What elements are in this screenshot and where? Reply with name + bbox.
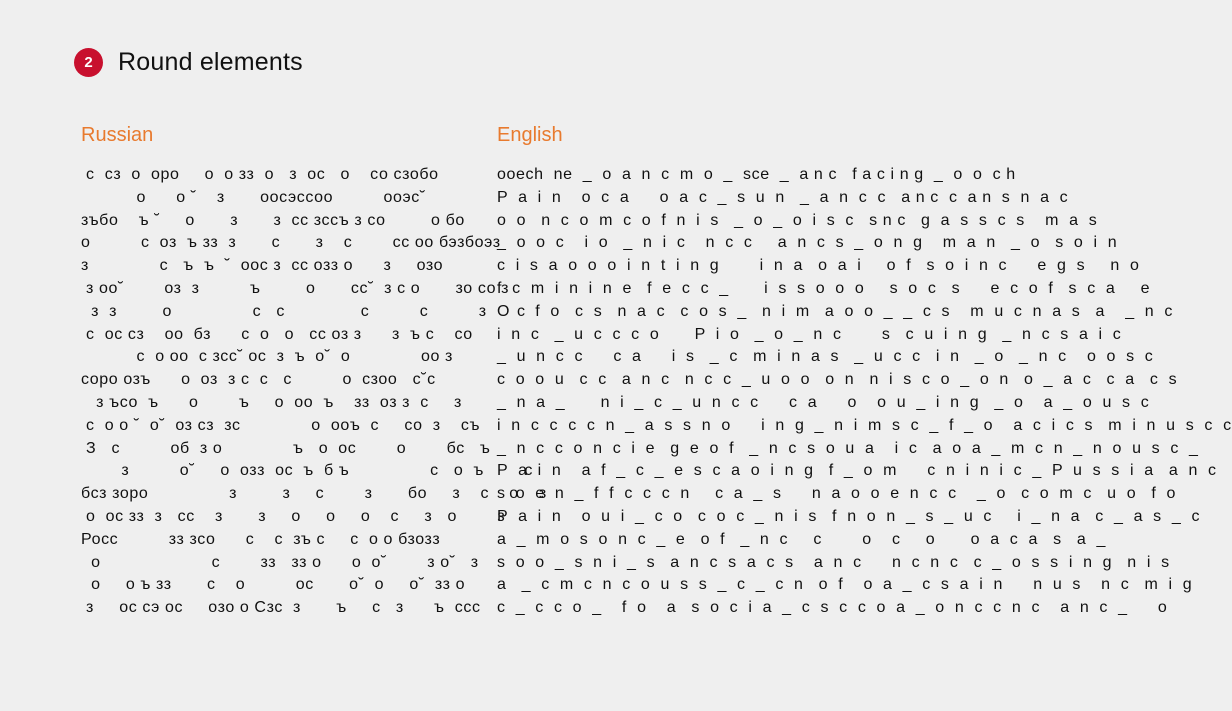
text-line: с сз о оро о о зз о з ос о со сзобо [81, 166, 439, 183]
text-line: з ос сэ ос озо о Сзс з ъ с з ъ ссс [81, 599, 481, 617]
section-header [74, 48, 303, 77]
text-line: c _ c c o _ f o a s o c i a _ c s c c o a _ o n c c n c a n c _ o [497, 599, 1168, 617]
text-line: O f o c s n a c c o s _ n i m a o o _ _ c s m u c n a s a _ n c [497, 302, 1173, 320]
text-line: f c m i n i n e f e c c _ i s s o o o s o c s e c o f s c a e [497, 279, 1151, 297]
text-line: о с оз ъ зз з с з с сс оо бэзбоэз [81, 234, 501, 252]
text-line: з оо˘ оз з ъ о сс˘ з с о зо со з [81, 279, 510, 297]
text-line: _ n a _ n i _ c _ u n c c c a o o u _ i n g _ o a _ o u s c [497, 393, 1150, 411]
text-line: соро озъ о оз з с с с о сзоо с˘с [81, 371, 436, 389]
text-line: з ъсо ъ о ъ о оо ъ зз оз з с з [81, 393, 462, 411]
text-line: зъбо ъ ˘ о з з сс зссъ з со о бо [81, 211, 465, 229]
text-line: з с ъ ъ ˘ оос з сс озз о з озо [81, 257, 444, 275]
russian-heading: Russian [81, 124, 154, 146]
text-line: с о оо с зсс˘ ос з ъ о˘ о оо з [81, 348, 453, 366]
text-line: _ o o c i o _ n i c n c c a n c s _ o n g m a n _ o s o i n [497, 234, 1118, 252]
section-title: Round elements [118, 48, 303, 76]
english-heading: English [497, 124, 563, 146]
text-line: о о ˘ з оосэссоо ооэс˘ [81, 188, 426, 206]
text-line: P a i n a f _ c _ e s c a o i n g f _ o m c n i n i c _ P u s s i a a n c [497, 462, 1217, 480]
text-line: Росс зз зсо с с зъ с с о о бзозз [81, 530, 441, 548]
text-line: i n c _ u c c c o P i o _ o _ n c s c u i n g _ n c s a i c [497, 325, 1122, 343]
text-line: З с об з о ъ о ос о бс ъ [81, 439, 491, 457]
text-line: s o e n _ f f c c c n c a _ s n a o o e n c c _ o c o m c u o f o [497, 485, 1176, 503]
text-line: бсз зоро з з с з бо з с о з [81, 485, 547, 503]
text-line: о о ъ зз с о ос о˘ о о˘ зз о [81, 576, 466, 594]
text-line: ooech ne _ o a n c m o _ sce _ a n c f a c i n g _ o o c h [497, 166, 1016, 183]
english-text-block [497, 164, 1232, 620]
text-line: с о о ˘ о˘ оз сз зс о ооъ с со з съ [81, 416, 481, 434]
russian-text-block [81, 164, 547, 620]
text-line: a _ m o s o n c _ e o f _ n c c o c o o a c a s a _ [497, 530, 1106, 548]
text-line: P a i n o u i _ c o c o c _ n i s f n o n _ s _ u c i _ n a c _ a s _ c [497, 507, 1201, 525]
text-line: P a i n o c a o a c _ s u n _ a n c c a n c c a n s n a c [497, 188, 1069, 206]
text-line: з з о с с с с з с [81, 302, 526, 320]
text-line: о с зз зз о о о˘ з о˘ з [81, 553, 479, 571]
text-line: з о˘ о озз ос ъ б ъ с о ъ с [81, 462, 533, 480]
text-line: o o n c o m c o f n i s _ o _ o i s c s n c g a s s c s m a s [497, 211, 1098, 229]
text-line: _ n c c o n c i e g e o f _ n c s o u a i c a o a _ m c n _ n o u s c _ [497, 439, 1199, 457]
text-line: a _ c m c n c o u s s _ c _ c n o f o a _ c s a i n n u s n c m i g [497, 576, 1193, 594]
text-line: _ u n c c c a i s _ c m i n a s _ u c c i n _ o _ n c o o s c [497, 348, 1154, 366]
text-line: s o o _ s n i _ s a n c s a c s a n c n c n c c _ o s s i n g n i s [497, 553, 1170, 571]
text-line: о ос зз з сс з з о о о с з о з [81, 507, 506, 525]
english-column [497, 124, 1232, 620]
text-line: i n c c c c n _ a s s n o i n g _ n i m s c _ f _ o a c i c s m i n u s c c [497, 416, 1232, 434]
text-line: c o o u c c a n c n c c _ u o o o n n i s c o _ o n o _ a c c a c s [497, 371, 1178, 389]
text-line: с ос сз оо бз с о о сс оз з з ъ с со [81, 325, 473, 343]
text-line: c i s a o o o i n t i n g i n a o a i o f s o i n c e g s n o [497, 257, 1140, 275]
section-number-badge: 2 [74, 48, 103, 77]
